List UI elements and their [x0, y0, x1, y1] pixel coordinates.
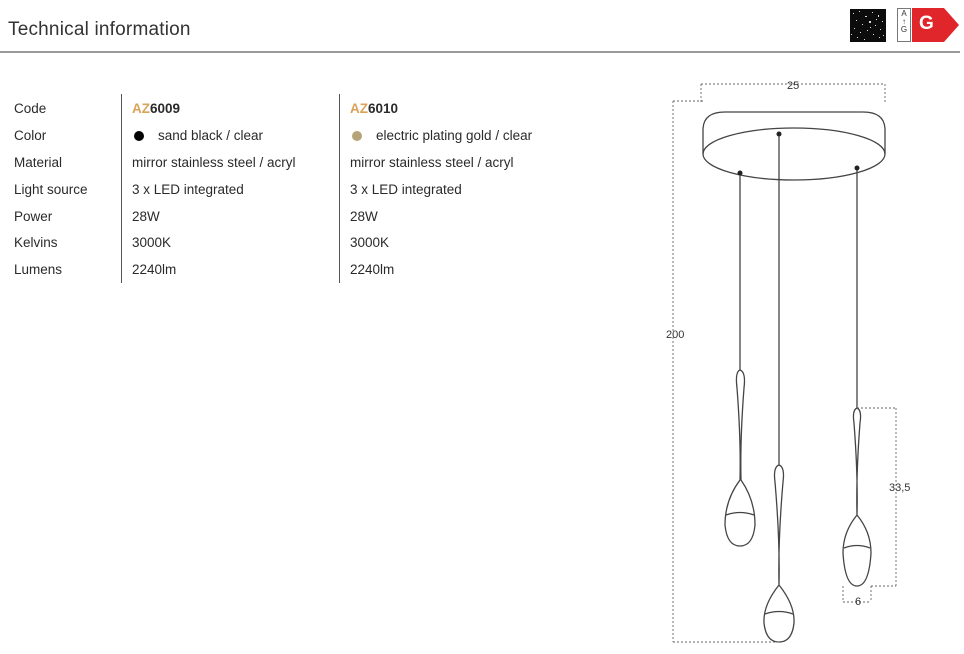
product-1-code-number: 6009 — [150, 101, 181, 116]
label-lumens: Lumens — [14, 262, 63, 277]
energy-scale-top: A — [901, 9, 907, 18]
product-1-material: mirror stainless steel / acryl — [132, 155, 296, 170]
product-1-lumens: 2240lm — [132, 262, 177, 277]
page-title: Technical information — [8, 19, 191, 40]
product-1-color-swatch — [134, 131, 144, 141]
label-kelvins: Kelvins — [14, 235, 58, 250]
product-2-material: mirror stainless steel / acryl — [350, 155, 514, 170]
label-light-source: Light source — [14, 182, 88, 197]
column-divider-1 — [121, 94, 122, 283]
product-2-kelvins: 3000K — [350, 235, 390, 250]
dim-pendant-width: 6 — [855, 596, 862, 608]
product-1-kelvins: 3000K — [132, 235, 172, 250]
energy-scale-icon — [897, 8, 911, 42]
texture-swatch-icon — [850, 9, 886, 42]
canopy-bottom — [703, 128, 885, 180]
product-2-lumens: 2240lm — [350, 262, 395, 277]
product-2-code — [350, 101, 398, 116]
energy-scale-arrow: ↑ — [902, 17, 906, 26]
product-1-color — [132, 128, 263, 143]
product-1-code — [132, 101, 180, 116]
product-2-color-label: electric plating gold / clear — [376, 128, 533, 143]
label-color: Color — [14, 128, 47, 143]
product-1-power: 28W — [132, 209, 160, 224]
label-material: Material — [14, 155, 63, 170]
pendant-technical-drawing — [655, 70, 915, 650]
title-divider — [0, 51, 960, 53]
energy-scale-bottom: G — [900, 25, 908, 34]
product-2-code-number: 6010 — [368, 101, 399, 116]
product-1-color-label: sand black / clear — [158, 128, 264, 143]
canopy-top — [703, 112, 885, 130]
product-1-light-source: 3 x LED integrated — [132, 182, 244, 197]
pendant-center — [764, 465, 794, 642]
label-power: Power — [14, 209, 53, 224]
dim-pendant-height: 33,5 — [889, 482, 911, 494]
dim-total-height: 200 — [666, 329, 685, 341]
energy-class-letter: G — [919, 13, 934, 34]
column-divider-2 — [339, 94, 340, 283]
pendant-right — [843, 408, 871, 586]
product-1-code-prefix: AZ — [132, 101, 150, 116]
pendant-left — [725, 370, 755, 546]
product-2-color-swatch — [352, 131, 362, 141]
product-2-code-prefix: AZ — [350, 101, 368, 116]
dim-canopy-width: 25 — [787, 80, 800, 92]
product-2-power: 28W — [350, 209, 378, 224]
label-code: Code — [14, 101, 47, 116]
product-2-light-source: 3 x LED integrated — [350, 182, 462, 197]
product-2-color — [350, 128, 532, 143]
